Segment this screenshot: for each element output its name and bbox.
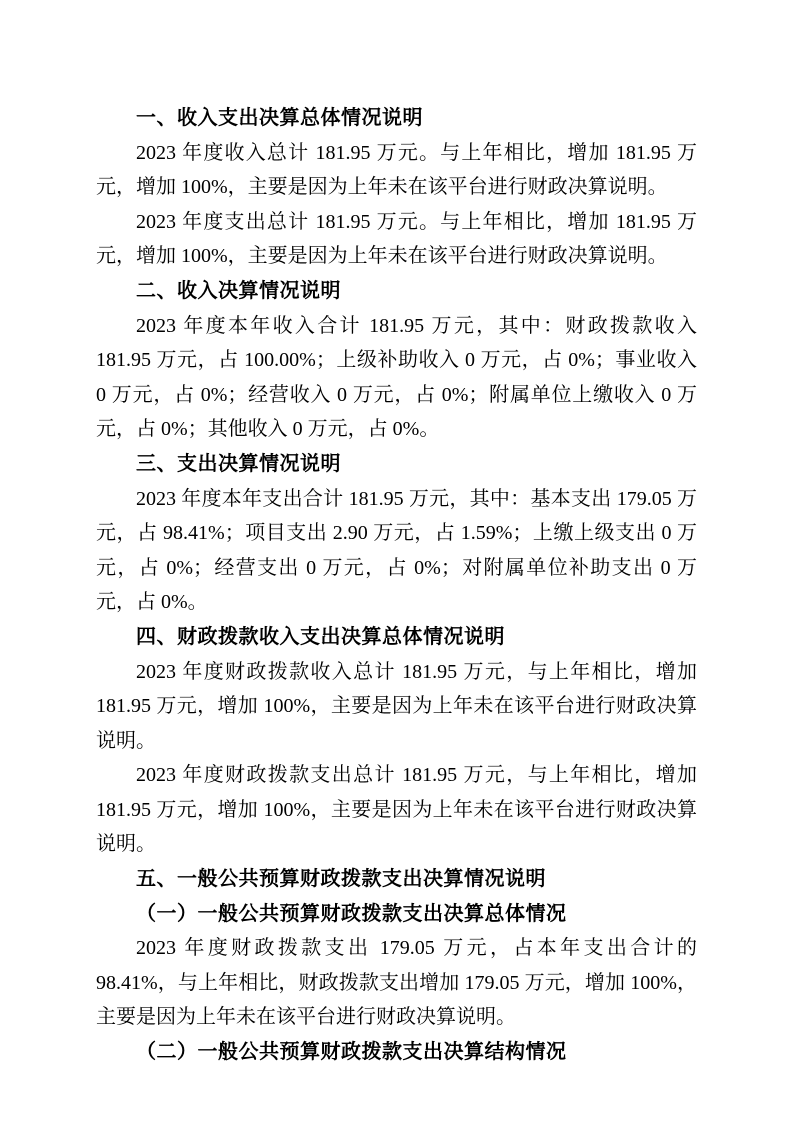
section-5-subsection-1-heading: （一）一般公共预算财政拨款支出决算总体情况 <box>136 902 567 925</box>
section-1-heading: 一、收入支出决算总体情况说明 <box>136 107 423 129</box>
section-5-heading: 五、一般公共预算财政拨款支出决算情况说明 <box>136 868 546 891</box>
section-1-paragraph-1: 2023 年度收入总计 181.95 万元。与上年相比，增加 181.95 万元，增加 100%，主要是因为上年未在该平台进行财政决算说明。 <box>96 141 697 199</box>
section-4-paragraph-2: 2023 年度财政拨款支出总计 181.95 万元，与上年相比，增加 181.95 万元，增加 100%，主要是因为上年未在该平台进行财政决算说明。 <box>96 764 697 856</box>
section-5-subsection-1-paragraph-1: 2023 年度财政拨款支出 179.05 万元，占本年支出合计的 98.41%，与上年相比，财政拨款支出增加 179.05 万元，增加 100%，主要是因为上年未在该平台进行财政决算说明。 <box>96 937 697 1029</box>
section-3-heading: 三、支出决算情况说明 <box>136 452 341 475</box>
section-4-heading: 四、财政拨款收入支出决算总体情况说明 <box>136 625 505 648</box>
section-1-paragraph-2: 2023 年度支出总计 181.95 万元。与上年相比，增加 181.95 万元，增加 100%，主要是因为上年未在该平台进行财政决算说明。 <box>96 210 697 268</box>
section-5-subsection-2-heading: （二）一般公共预算财政拨款支出决算结构情况 <box>136 1041 567 1064</box>
section-2-paragraph-1: 2023 年度本年收入合计 181.95 万元，其中：财政拨款收入 181.95 万元，占 100.00%；上级补助收入 0 万元，占 0%；事业收入 0 万元，占 0%；经营收入 0 万元，占 0%；附属单位上缴收入 0 万元，占 0%；其他收入 0 万元，占 0%。 <box>96 314 697 441</box>
document-content <box>96 101 697 1070</box>
section-2-heading: 二、收入决算情况说明 <box>136 279 341 302</box>
section-3-paragraph-1: 2023 年度本年支出合计 181.95 万元，其中：基本支出 179.05 万元，占 98.41%；项目支出 2.90 万元，占 1.59%；上缴上级支出 0 万元，占 0%；经营支出 0 万元，占 0%；对附属单位补助支出 0 万元，占 0%。 <box>96 487 697 614</box>
section-4-paragraph-1: 2023 年度财政拨款收入总计 181.95 万元，与上年相比，增加 181.95 万元，增加 100%，主要是因为上年未在该平台进行财政决算说明。 <box>96 660 697 752</box>
